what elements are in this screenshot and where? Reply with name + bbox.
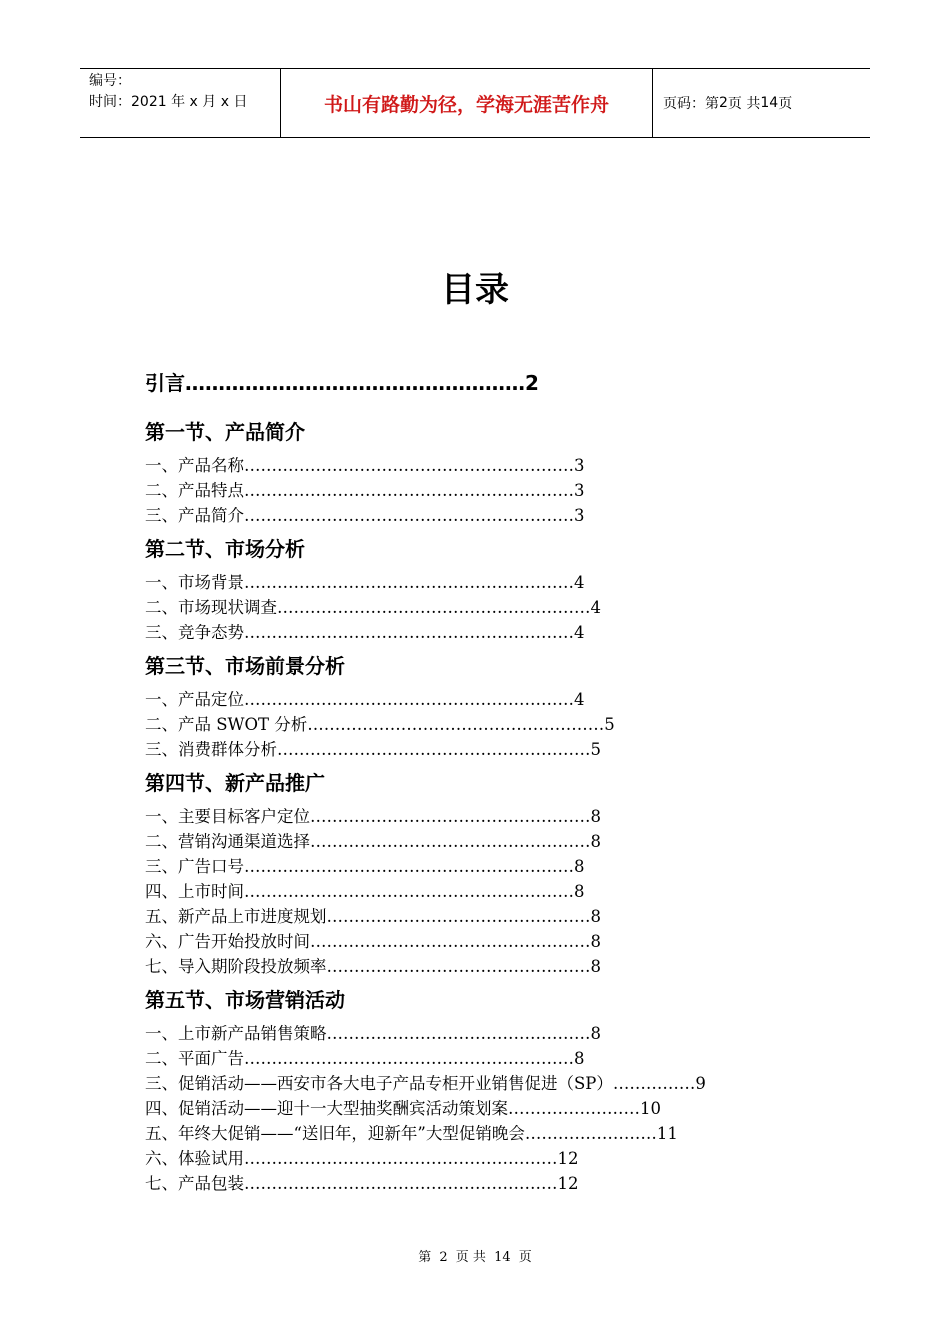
toc-entry-label: 二、产品特点 bbox=[145, 481, 244, 500]
toc-entry-page: 8 bbox=[574, 857, 585, 876]
toc-entry[interactable] bbox=[145, 687, 706, 712]
toc-entry[interactable] bbox=[145, 904, 706, 929]
toc-entry-label: 一、市场背景 bbox=[145, 573, 244, 592]
toc-entry[interactable] bbox=[145, 854, 706, 879]
table-of-contents bbox=[145, 368, 706, 1202]
toc-entry-dots: …………………………………………………… bbox=[244, 456, 574, 475]
toc-entry-dots: …………………………………………………… bbox=[244, 882, 574, 901]
toc-entry-dots: …………………………………………………… bbox=[244, 1049, 574, 1068]
toc-entry-dots: ………………………………………………… bbox=[277, 598, 591, 617]
toc-entry-page: 4 bbox=[574, 690, 585, 709]
toc-entry-page: 8 bbox=[590, 832, 601, 851]
toc-entry-page: 4 bbox=[590, 598, 601, 617]
toc-entry-page: 4 bbox=[574, 623, 585, 642]
toc-entry[interactable] bbox=[145, 879, 706, 904]
toc-entry-page: 11 bbox=[656, 1124, 678, 1143]
toc-entry-dots: …………………………………………… bbox=[310, 832, 591, 851]
toc-section-title[interactable]: 第一节、产品简介 bbox=[145, 420, 305, 444]
toc-entry-dots: …………………………………………………… bbox=[244, 481, 574, 500]
toc-entry-dots: …………………………………………… bbox=[310, 932, 591, 951]
page-mid: 页 共 bbox=[727, 96, 761, 112]
toc-entry[interactable] bbox=[145, 1096, 706, 1121]
toc-entry-page: 9 bbox=[695, 1074, 706, 1093]
toc-entry-dots: …………… bbox=[612, 1074, 696, 1093]
toc-entry-label: 四、上市时间 bbox=[145, 882, 244, 901]
toc-entry-dots: …………………………………………………… bbox=[244, 623, 574, 642]
footer-mid: 页 共 bbox=[455, 1250, 486, 1265]
toc-entry-label: 二、市场现状调查 bbox=[145, 598, 277, 617]
toc-entry[interactable] bbox=[145, 829, 706, 854]
toc-intro[interactable] bbox=[145, 368, 706, 398]
header-info-cell bbox=[80, 69, 281, 137]
toc-section-title[interactable]: 第二节、市场分析 bbox=[145, 537, 305, 561]
toc-entry-label: 七、产品包装 bbox=[145, 1174, 244, 1193]
toc-entry-label: 二、产品 SWOT 分析 bbox=[145, 715, 308, 734]
toc-entry-page: 3 bbox=[574, 456, 585, 475]
toc-section-title[interactable]: 第四节、新产品推广 bbox=[145, 771, 325, 795]
toc-section-title[interactable]: 第三节、市场前景分析 bbox=[145, 654, 345, 678]
toc-entry-page: 12 bbox=[557, 1149, 579, 1168]
page-end: 页 bbox=[778, 96, 793, 112]
toc-entry-label: 三、促销活动——西安市各大电子产品专柜开业销售促进（SP） bbox=[145, 1074, 613, 1093]
toc-entry[interactable] bbox=[145, 737, 706, 762]
page-label: 页码：第 bbox=[663, 96, 719, 112]
toc-entry-page: 8 bbox=[574, 882, 585, 901]
toc-entry[interactable] bbox=[145, 929, 706, 954]
toc-entry[interactable] bbox=[145, 1046, 706, 1071]
toc-entry[interactable] bbox=[145, 478, 706, 503]
toc-entry-page: 5 bbox=[590, 740, 601, 759]
toc-entry-label: 三、消费群体分析 bbox=[145, 740, 277, 759]
toc-entry[interactable] bbox=[145, 1146, 706, 1171]
footer-post: 页 bbox=[518, 1250, 532, 1265]
toc-entry-page: 8 bbox=[590, 1024, 601, 1043]
toc-entry[interactable] bbox=[145, 503, 706, 528]
page-number: 2 bbox=[719, 95, 728, 111]
footer-total: 14 bbox=[494, 1250, 511, 1265]
toc-entry[interactable] bbox=[145, 954, 706, 979]
toc-entry[interactable] bbox=[145, 804, 706, 829]
toc-entry[interactable] bbox=[145, 570, 706, 595]
toc-section-title[interactable]: 第五节、市场营销活动 bbox=[145, 988, 345, 1012]
toc-entry-label: 五、新产品上市进度规划 bbox=[145, 907, 327, 926]
toc-entry-dots: ………………………………………… bbox=[326, 1024, 591, 1043]
toc-entry-label: 二、营销沟通渠道选择 bbox=[145, 832, 310, 851]
toc-entry-page: 10 bbox=[640, 1099, 661, 1118]
toc-entry-dots: ………………………………………… bbox=[326, 957, 591, 976]
time-label: 时间：2021 年 x 月 x 日 bbox=[89, 94, 248, 110]
toc-entry-label: 六、广告开始投放时间 bbox=[145, 932, 310, 951]
toc-entry[interactable] bbox=[145, 1021, 706, 1046]
toc-entry-dots: ………………………………………… bbox=[326, 907, 591, 926]
footer-num: 2 bbox=[439, 1250, 448, 1265]
toc-entry-label: 一、产品名称 bbox=[145, 456, 244, 475]
toc-entry-label: 三、产品简介 bbox=[145, 506, 244, 525]
toc-entry-dots: …………………………………………………… bbox=[244, 506, 574, 525]
toc-entry[interactable] bbox=[145, 595, 706, 620]
page-total: 14 bbox=[760, 95, 779, 111]
toc-entry[interactable] bbox=[145, 1171, 706, 1196]
footer-pre: 第 bbox=[418, 1250, 432, 1265]
toc-entry[interactable] bbox=[145, 712, 706, 737]
toc-entry[interactable] bbox=[145, 620, 706, 645]
toc-entry[interactable] bbox=[145, 453, 706, 478]
page-title: 目录 bbox=[441, 270, 509, 310]
toc-entry-label: 七、导入期阶段投放频率 bbox=[145, 957, 327, 976]
toc-entry-page: 8 bbox=[590, 932, 601, 951]
toc-entry-page: 8 bbox=[574, 1049, 585, 1068]
page-header bbox=[80, 68, 870, 138]
toc-entry-dots: ………………………………………………… bbox=[244, 1149, 558, 1168]
toc-entry-label: 一、主要目标客户定位 bbox=[145, 807, 310, 826]
toc-entry-page: 8 bbox=[590, 957, 601, 976]
toc-entry-label: 二、平面广告 bbox=[145, 1049, 244, 1068]
toc-intro-label: 引言 bbox=[145, 371, 185, 395]
toc-intro-dots: …………………………………………… bbox=[185, 371, 525, 395]
toc-entry-dots: …………………………………………… bbox=[310, 807, 591, 826]
toc-entry-dots: …………………………………………………… bbox=[244, 690, 574, 709]
page-footer bbox=[0, 1246, 950, 1265]
toc-entry-page: 12 bbox=[557, 1174, 579, 1193]
toc-entry-dots: ………………………………………………… bbox=[277, 740, 591, 759]
toc-entry-dots: …………………… bbox=[524, 1124, 657, 1143]
toc-entry-label: 一、上市新产品销售策略 bbox=[145, 1024, 327, 1043]
toc-entry-page: 4 bbox=[574, 573, 585, 592]
number-label: 编号： bbox=[89, 73, 131, 89]
toc-entry-page: 8 bbox=[590, 907, 601, 926]
toc-entry-label: 一、产品定位 bbox=[145, 690, 244, 709]
header-motto: 书山有路勤为径，学海无涯苦作舟 bbox=[281, 69, 653, 137]
toc-entry-label: 四、促销活动——迎十一大型抽奖酬宾活动策划案 bbox=[145, 1099, 508, 1118]
toc-entry[interactable] bbox=[145, 1121, 706, 1146]
toc-entry-page: 8 bbox=[590, 807, 601, 826]
toc-entry-label: 三、广告口号 bbox=[145, 857, 244, 876]
toc-entry-page: 5 bbox=[604, 715, 615, 734]
toc-entry-label: 三、竞争态势 bbox=[145, 623, 244, 642]
toc-entry[interactable] bbox=[145, 1071, 706, 1096]
toc-entry-dots: …………………… bbox=[508, 1099, 640, 1118]
toc-intro-page: 2 bbox=[525, 371, 539, 395]
toc-entry-label: 五、年终大促销——“送旧年，迎新年”大型促销晚会 bbox=[145, 1124, 525, 1143]
toc-entry-dots: …………………………………………………… bbox=[244, 573, 574, 592]
toc-entry-page: 3 bbox=[574, 506, 585, 525]
header-page-info bbox=[653, 69, 870, 137]
toc-entry-dots: …………………………………………………… bbox=[244, 857, 574, 876]
toc-entry-dots: ………………………………………………… bbox=[244, 1174, 558, 1193]
toc-entry-dots: ……………………………………………… bbox=[307, 715, 605, 734]
toc-entry-page: 3 bbox=[574, 481, 585, 500]
toc-entry-label: 六、体验试用 bbox=[145, 1149, 244, 1168]
